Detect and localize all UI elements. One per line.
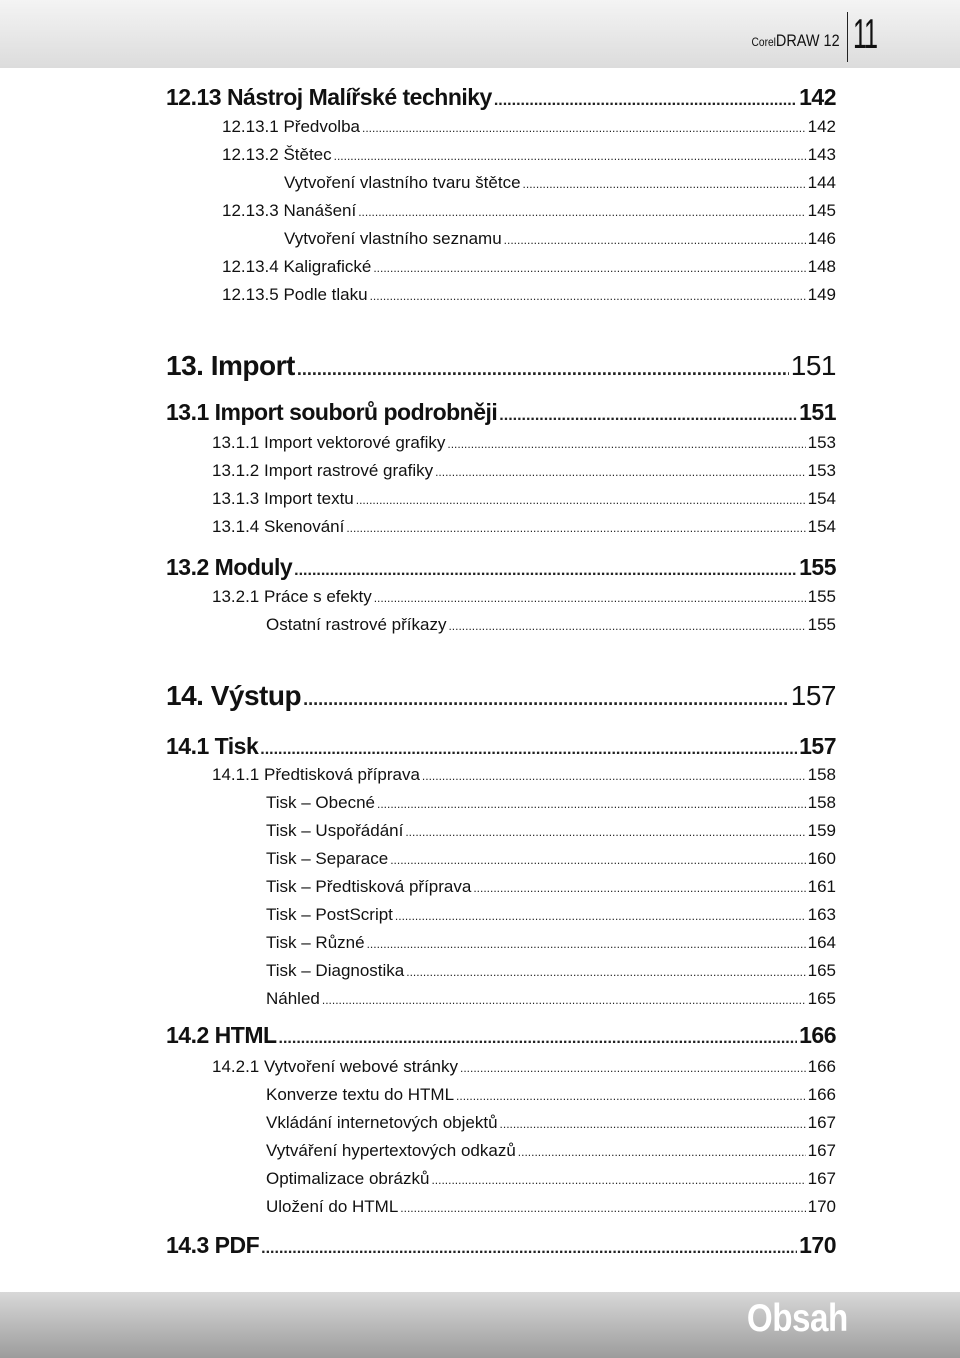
toc-subentry[interactable] <box>266 961 836 981</box>
toc-page-number: 142 <box>807 117 836 136</box>
toc-dot-leader <box>261 1240 797 1258</box>
toc-subentry[interactable] <box>212 517 836 537</box>
toc-section[interactable] <box>166 554 836 581</box>
toc-entry-title: Uložení do HTML <box>266 1197 399 1216</box>
toc-subentry[interactable] <box>266 877 836 897</box>
toc-page-number: 153 <box>807 433 836 452</box>
toc-dot-leader <box>448 619 805 633</box>
toc-entry-title: 13.1.2 Import rastrové grafiky <box>212 461 434 480</box>
toc-page-number: 154 <box>807 489 836 508</box>
toc-entry-title: 14.1.1 Předtisková příprava <box>212 765 420 784</box>
toc-entry-title: Tisk – Obecné <box>266 793 375 812</box>
toc-page-number: 154 <box>807 517 836 536</box>
toc-page-number: 155 <box>807 615 836 634</box>
toc-subentry[interactable] <box>212 765 836 785</box>
toc-dot-leader <box>279 1030 798 1048</box>
toc-entry-title: Tisk – Separace <box>266 849 389 868</box>
toc-subentry[interactable] <box>222 257 836 277</box>
toc-dot-leader <box>260 741 797 759</box>
toc-subentry[interactable] <box>222 285 836 305</box>
toc-entry-title: 12.13.5 Podle tlaku <box>222 285 368 304</box>
toc-subentry[interactable] <box>284 173 836 193</box>
toc-subentry[interactable] <box>266 933 836 953</box>
toc-entry-title: Optimalizace obrázků <box>266 1169 430 1188</box>
toc-dot-leader <box>494 92 797 110</box>
toc-dot-leader <box>435 465 806 479</box>
toc-entry-title: 12.13.1 Předvolba <box>222 117 360 136</box>
toc-dot-leader <box>406 965 805 979</box>
toc-page-number: 157 <box>799 733 836 759</box>
toc-dot-leader <box>523 177 806 191</box>
toc-entry-title: Tisk – PostScript <box>266 905 393 924</box>
page-number: 11 <box>853 10 877 57</box>
toc-dot-leader <box>518 1145 806 1159</box>
toc-dot-leader <box>499 407 797 425</box>
toc-entry-title: Náhled <box>266 989 320 1008</box>
toc-dot-leader <box>422 769 806 783</box>
toc-chapter[interactable] <box>166 350 836 382</box>
toc-subentry[interactable] <box>266 615 836 635</box>
toc-page-number: 146 <box>807 229 836 248</box>
toc-dot-leader <box>374 591 806 605</box>
toc-entry-title: 13.2.1 Práce s efekty <box>212 587 372 606</box>
toc-dot-leader <box>370 289 806 303</box>
toc-subentry[interactable] <box>222 201 836 221</box>
toc-dot-leader <box>504 233 806 247</box>
toc-subentry[interactable] <box>212 489 836 509</box>
toc-chapter[interactable] <box>166 680 836 712</box>
toc-dot-leader <box>456 1089 806 1103</box>
toc-page-number: 161 <box>807 877 836 896</box>
toc-page-number: 159 <box>807 821 836 840</box>
toc-subentry[interactable] <box>266 1197 836 1217</box>
toc-entry-title: Konverze textu do HTML <box>266 1085 455 1104</box>
toc-dot-leader <box>447 437 805 451</box>
toc-entry-title: 13.2 Moduly <box>166 554 293 580</box>
toc-dot-leader <box>297 359 789 380</box>
toc-subentry[interactable] <box>222 117 836 137</box>
toc-subentry[interactable] <box>266 1085 836 1105</box>
toc-page-number: 155 <box>807 587 836 606</box>
toc-page-number: 157 <box>790 680 836 711</box>
toc-page-number: 148 <box>807 257 836 276</box>
toc-dot-leader <box>358 205 805 219</box>
toc-page-number: 160 <box>807 849 836 868</box>
toc-page-number: 151 <box>799 399 836 425</box>
toc-entry-title: 14.1 Tisk <box>166 733 259 759</box>
toc-entry-title: Vytváření hypertextových odkazů <box>266 1141 516 1160</box>
toc-page-number: 167 <box>807 1141 836 1160</box>
toc-entry-title: 13.1.3 Import textu <box>212 489 354 508</box>
toc-page-number: 170 <box>799 1232 836 1258</box>
toc-entry-title: 14.2 HTML <box>166 1022 277 1048</box>
toc-subentry[interactable] <box>266 989 836 1009</box>
toc-page-number: 165 <box>807 989 836 1008</box>
toc-dot-leader <box>377 797 806 811</box>
toc-entry-title: Vytvoření vlastního tvaru štětce <box>284 173 521 192</box>
toc-page-number: 158 <box>807 765 836 784</box>
toc-page-number: 167 <box>807 1113 836 1132</box>
toc-page-number: 153 <box>807 461 836 480</box>
toc-subentry[interactable] <box>212 1057 836 1077</box>
toc-entry-title: 13.1.4 Skenování <box>212 517 345 536</box>
toc-page-number: 142 <box>799 84 836 110</box>
footer-section-label: Obsah <box>746 1297 848 1340</box>
toc-page-number: 164 <box>807 933 836 952</box>
toc-section[interactable] <box>166 399 836 426</box>
toc-dot-leader <box>400 1201 805 1215</box>
toc-page-number: 167 <box>807 1169 836 1188</box>
toc-subentry[interactable] <box>222 145 836 165</box>
toc-entry-title: 12.13 Nástroj Malířské techniky <box>166 84 492 110</box>
toc-entry-title: Vytvoření vlastního seznamu <box>284 229 502 248</box>
toc-entry-title: 14.2.1 Vytvoření webové stránky <box>212 1057 459 1076</box>
toc-dot-leader <box>303 689 789 710</box>
toc-subentry[interactable] <box>266 793 836 813</box>
toc-subentry[interactable] <box>212 461 836 481</box>
toc-subentry[interactable] <box>266 821 836 841</box>
toc-entry-title: Tisk – Různé <box>266 933 365 952</box>
toc-dot-leader <box>473 881 805 895</box>
toc-dot-leader <box>460 1061 806 1075</box>
running-head-brand-small-caps: Corel <box>751 35 777 49</box>
toc-entry-title: 13. Import <box>166 350 295 381</box>
toc-page-number: 144 <box>807 173 836 192</box>
toc-page-number: 145 <box>807 201 836 220</box>
toc-page-number: 155 <box>799 554 836 580</box>
toc-entry-title: 12.13.4 Kaligrafické <box>222 257 372 276</box>
toc-entry-title: 14.3 PDF <box>166 1232 260 1258</box>
toc-section[interactable] <box>166 1232 836 1259</box>
toc-entry-title: 12.13.3 Nanášení <box>222 201 357 220</box>
toc-page-number: 166 <box>807 1057 836 1076</box>
toc-page-number: 163 <box>807 905 836 924</box>
toc-subentry[interactable] <box>266 1113 836 1133</box>
toc-entry-title: 14. Výstup <box>166 680 302 711</box>
toc-page-number: 166 <box>807 1085 836 1104</box>
toc-subentry[interactable] <box>284 229 836 249</box>
toc-section[interactable] <box>166 733 836 760</box>
toc-dot-leader <box>356 493 806 507</box>
toc-subentry[interactable] <box>266 849 836 869</box>
toc-page-number: 166 <box>799 1022 836 1048</box>
toc-page-number: 143 <box>807 145 836 164</box>
toc-subentry[interactable] <box>212 587 836 607</box>
toc-dot-leader <box>390 853 805 867</box>
toc-dot-leader <box>500 1117 806 1131</box>
toc-dot-leader <box>431 1173 805 1187</box>
toc-entry-title: Tisk – Předtisková příprava <box>266 877 472 896</box>
toc-page-number: 170 <box>807 1197 836 1216</box>
toc-dot-leader <box>395 909 806 923</box>
running-head-brand-rest: DRAW 12 <box>776 31 840 50</box>
toc-page-number: 149 <box>807 285 836 304</box>
toc-entry-title: Vkládání internetových objektů <box>266 1113 498 1132</box>
toc-entry-title: Ostatní rastrové příkazy <box>266 615 447 634</box>
toc-section[interactable] <box>166 1022 836 1049</box>
toc-page-number: 151 <box>790 350 836 381</box>
toc-subentry[interactable] <box>266 1169 836 1189</box>
toc-entry-title: Tisk – Uspořádání <box>266 821 404 840</box>
toc-dot-leader <box>367 937 806 951</box>
toc-entry-title: 13.1.1 Import vektorové grafiky <box>212 433 446 452</box>
toc-dot-leader <box>373 261 805 275</box>
toc-dot-leader <box>294 562 797 580</box>
toc-page-number: 165 <box>807 961 836 980</box>
toc-subentry[interactable] <box>266 905 836 925</box>
toc-entry-title: 12.13.2 Štětec <box>222 145 332 164</box>
toc-dot-leader <box>334 149 806 163</box>
toc-dot-leader <box>322 993 806 1007</box>
toc-page-number: 158 <box>807 793 836 812</box>
toc-subentry[interactable] <box>212 433 836 453</box>
toc-entry-title: Tisk – Diagnostika <box>266 961 405 980</box>
toc-subentry[interactable] <box>266 1141 836 1161</box>
toc-dot-leader <box>346 521 805 535</box>
toc-section[interactable] <box>166 84 836 111</box>
toc-entry-title: 13.1 Import souborů podrobněji <box>166 399 498 425</box>
toc-dot-leader <box>362 121 806 135</box>
toc-dot-leader <box>405 825 805 839</box>
